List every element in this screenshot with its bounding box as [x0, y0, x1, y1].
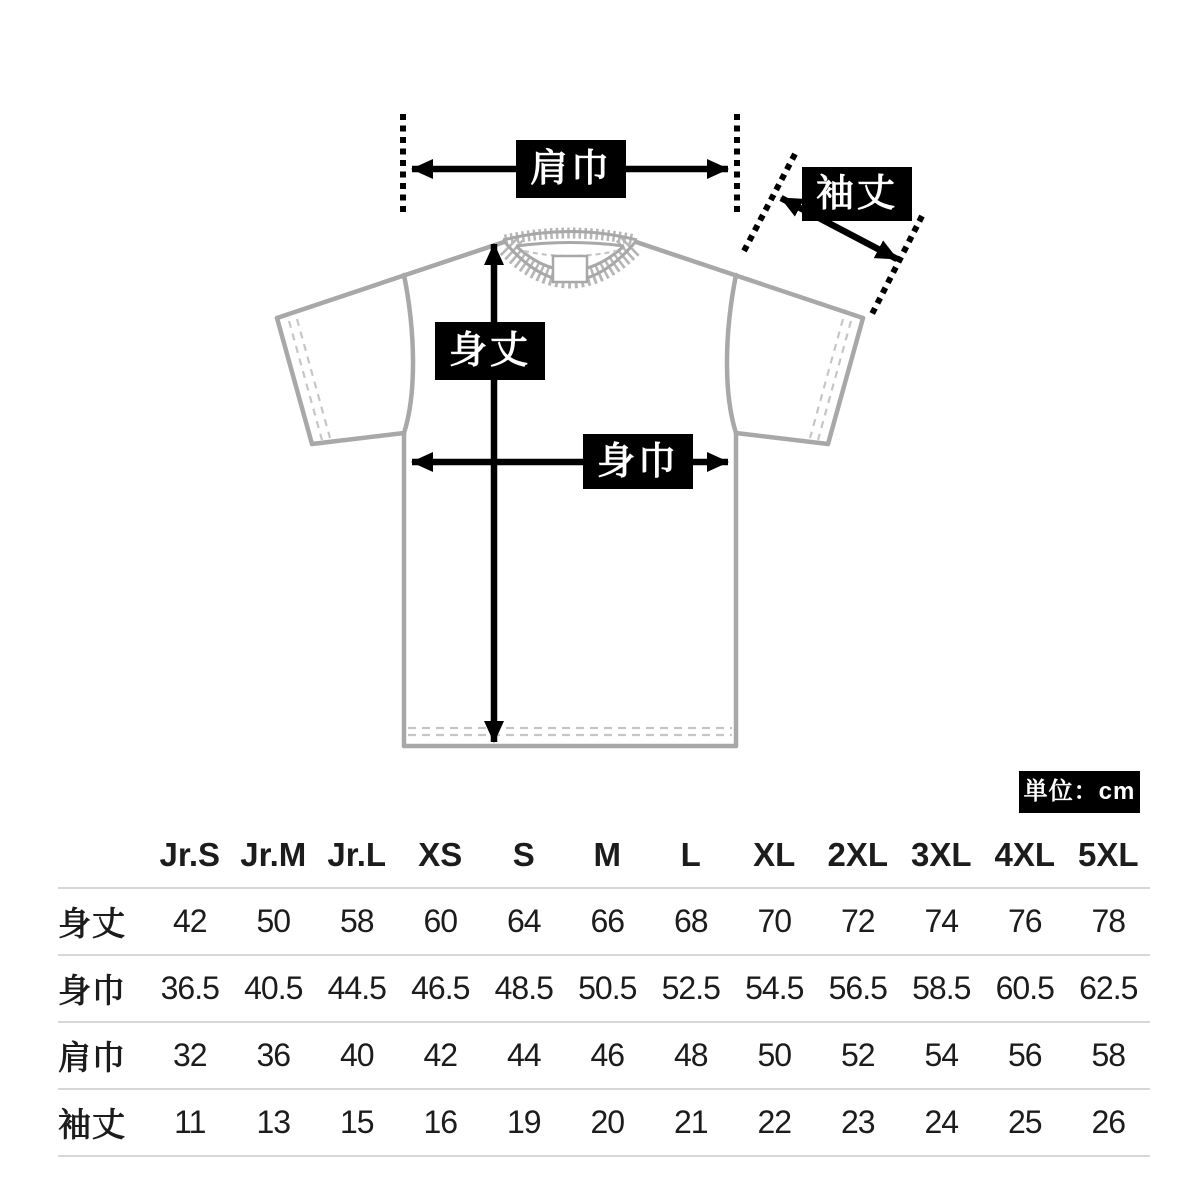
table-row-body-length — [58, 889, 1150, 956]
table-cell: 16 — [423, 1104, 458, 1140]
table-cell: 72 — [840, 903, 875, 939]
table-cell: 44 — [506, 1037, 541, 1073]
table-cell: 4XL — [994, 835, 1056, 873]
table-cell: 42 — [423, 1037, 458, 1073]
body-length-label: 身丈 — [435, 322, 545, 380]
dotted-guide-line — [872, 216, 922, 314]
table-cell: 50.5 — [578, 970, 637, 1006]
table-cell: 26 — [1091, 1104, 1126, 1140]
row-label: 袖丈 — [58, 1106, 126, 1143]
table-cell: 11 — [174, 1104, 206, 1140]
table-cell: 54 — [924, 1037, 959, 1073]
table-cell: 78 — [1091, 903, 1126, 939]
table-cell: 15 — [339, 1104, 374, 1140]
shoulder-width-label: 肩巾 — [516, 140, 626, 198]
table-corner — [58, 822, 148, 887]
size-table — [58, 822, 1150, 1157]
table-cell: 44.5 — [327, 970, 386, 1006]
table-cell: 70 — [757, 903, 792, 939]
left-sleeve-hem — [312, 433, 404, 444]
table-cell: 60.5 — [995, 970, 1054, 1006]
table-cell: 56 — [1007, 1037, 1042, 1073]
table-cell: 54.5 — [745, 970, 804, 1006]
body-width-label: 身巾 — [583, 434, 693, 489]
unit-badge: 単位：cm — [1019, 771, 1140, 813]
table-cell: 25 — [1007, 1104, 1042, 1140]
row-cells — [148, 956, 1150, 1021]
size-header-cells — [148, 822, 1150, 887]
row-label: 身巾 — [58, 972, 126, 1009]
table-cell: Jr.L — [327, 835, 387, 873]
table-cell: 23 — [840, 1104, 875, 1140]
table-cell: 46 — [590, 1037, 625, 1073]
table-cell: 32 — [172, 1037, 207, 1073]
table-cell: 66 — [590, 903, 625, 939]
table-cell: 64 — [506, 903, 541, 939]
row-cells — [148, 1023, 1150, 1088]
row-label: 肩巾 — [58, 1039, 126, 1076]
table-cell: 3XL — [910, 835, 972, 873]
table-cell: 68 — [673, 903, 708, 939]
table-cell: L — [680, 835, 701, 873]
table-cell: 24 — [924, 1104, 959, 1140]
table-cell: 48 — [673, 1037, 708, 1073]
stitch-lines — [289, 319, 851, 735]
table-cell: 42 — [172, 903, 207, 939]
table-cell: 62.5 — [1079, 970, 1138, 1006]
table-cell: 40 — [339, 1037, 374, 1073]
size-table-header-row — [58, 822, 1150, 889]
table-cell: 76 — [1007, 903, 1042, 939]
neck-tag — [553, 256, 587, 282]
table-cell: M — [593, 835, 621, 873]
table-cell: 58.5 — [912, 970, 971, 1006]
table-cell: 74 — [924, 903, 959, 939]
table-row-shoulder-width — [58, 1023, 1150, 1090]
left-sleeve-stitch-2 — [297, 319, 330, 438]
table-cell: 5XL — [1077, 835, 1139, 873]
table-cell: 48.5 — [494, 970, 553, 1006]
tshirt-outline — [277, 241, 863, 746]
collar — [503, 231, 637, 282]
table-cell: XL — [753, 835, 796, 873]
row-label: 身丈 — [58, 905, 126, 942]
table-cell: 22 — [757, 1104, 792, 1140]
right-sleeve-stitch-2 — [810, 319, 843, 438]
table-cell: 21 — [673, 1104, 708, 1140]
right-armhole-seam — [727, 275, 736, 433]
table-row-body-width — [58, 956, 1150, 1023]
table-cell: 40.5 — [244, 970, 303, 1006]
table-cell: 52.5 — [661, 970, 720, 1006]
table-cell: 36 — [256, 1037, 291, 1073]
table-cell: 52 — [840, 1037, 875, 1073]
table-cell: 20 — [590, 1104, 625, 1140]
table-cell: 50 — [256, 903, 291, 939]
table-row-sleeve-length — [58, 1090, 1150, 1157]
table-cell: 2XL — [827, 835, 889, 873]
table-cell: XS — [418, 835, 463, 873]
sleeve-length-label: 袖丈 — [802, 167, 912, 221]
left-armhole-seam — [404, 275, 413, 433]
table-cell: 60 — [423, 903, 458, 939]
table-cell: S — [512, 835, 535, 873]
table-cell: Jr.M — [240, 835, 307, 873]
table-cell: 46.5 — [411, 970, 470, 1006]
right-shoulder-seam — [633, 241, 863, 318]
row-cells — [148, 889, 1150, 954]
right-sleeve-hem — [736, 433, 828, 444]
table-cell: Jr.S — [159, 835, 221, 873]
row-cells — [148, 1090, 1150, 1155]
table-cell: 58 — [339, 903, 374, 939]
table-cell: 58 — [1091, 1037, 1126, 1073]
table-cell: 19 — [506, 1104, 541, 1140]
table-cell: 13 — [256, 1104, 291, 1140]
table-cell: 56.5 — [828, 970, 887, 1006]
table-cell: 36.5 — [160, 970, 219, 1006]
table-cell: 50 — [757, 1037, 792, 1073]
left-shoulder-seam — [277, 241, 507, 318]
